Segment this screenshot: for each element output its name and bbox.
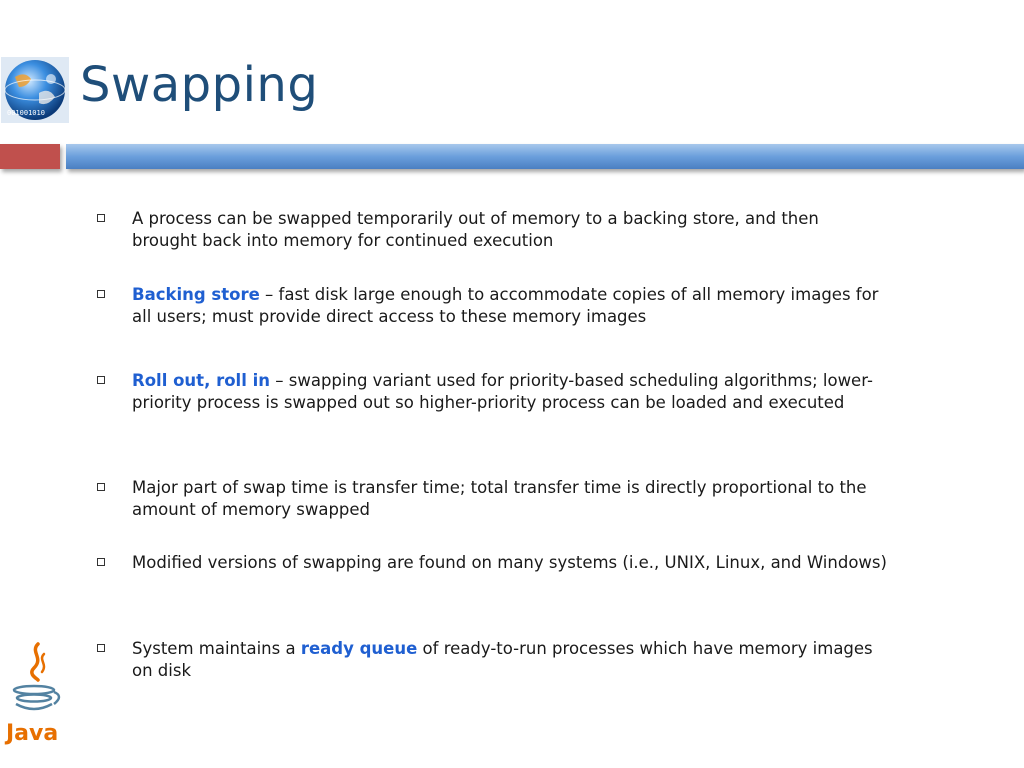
bullet-square-icon — [97, 290, 105, 298]
bullet-item — [97, 370, 887, 414]
bullet-item — [97, 552, 887, 574]
bullet-square-icon — [97, 376, 105, 384]
bullet-item — [97, 284, 887, 328]
bullet-text: Roll out, roll in – swapping variant used for priority-based scheduling algorithms; lower-priority process is swapped out so higher-priority process can be loaded and executed — [132, 371, 873, 412]
bullet-text: Backing store – fast disk large enough to accommodate copies of all memory images for all users; must provide direct access to these memory images — [132, 285, 879, 326]
globe-binary-text: 001001010 — [7, 109, 45, 117]
bullet-text: Major part of swap time is transfer time; total transfer time is directly proportional to the amount of memory swapped — [132, 478, 867, 519]
bullet-text: System maintains a ready queue of ready-to-run processes which have memory images on disk — [132, 639, 873, 680]
bullet-square-icon — [97, 214, 105, 222]
term-ready-queue: ready queue — [300, 639, 418, 658]
bullet-item — [97, 208, 887, 252]
page-title: Swapping — [80, 57, 319, 113]
java-logo-text: Java — [6, 721, 59, 746]
bullet-square-icon — [97, 483, 105, 491]
java-logo-icon — [4, 640, 66, 750]
bullet-text: A process can be swapped temporarily out of memory to a backing store, and then brought back into memory for continued execution — [132, 209, 819, 250]
term-roll-out-roll-in: Roll out, roll in — [132, 371, 271, 390]
bullet-square-icon — [97, 558, 105, 566]
term-backing-store: Backing store — [132, 285, 260, 304]
bullet-square-icon — [97, 644, 105, 652]
bullet-item — [97, 638, 887, 682]
bullet-text: Modified versions of swapping are found on many systems (i.e., UNIX, Linux, and Windows) — [132, 553, 887, 572]
bullet-item — [97, 477, 887, 521]
